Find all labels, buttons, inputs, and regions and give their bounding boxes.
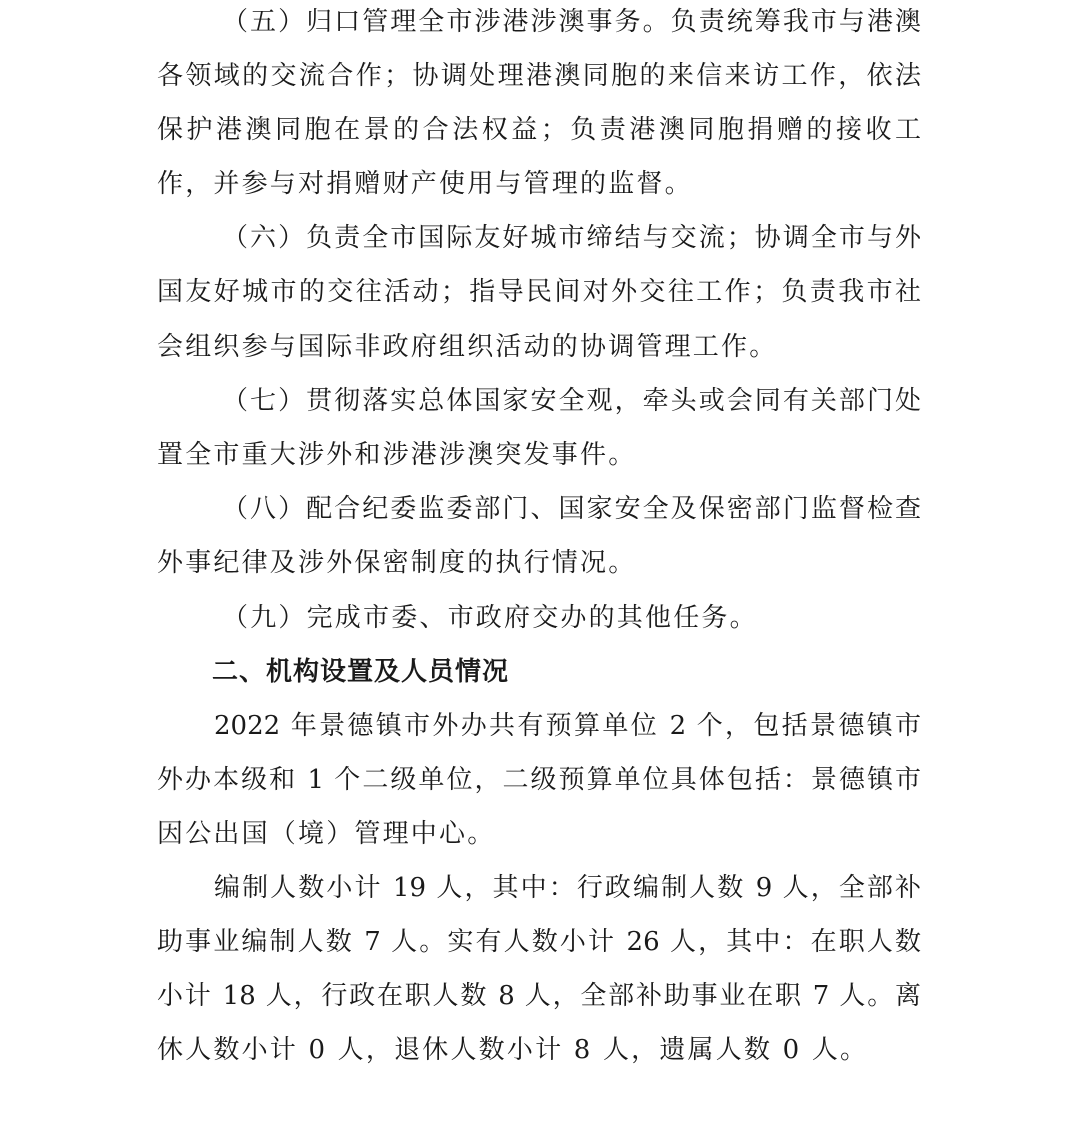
staff-paragraph-line-4: 休人数小计 0 人，退休人数小计 8 人，遗属人数 0 人。 <box>157 1035 869 1065</box>
paragraph-6-line-2: 国友好城市的交往活动；指导民间对外交往工作；负责我市社 <box>157 277 921 307</box>
budget-paragraph-line-2: 外办本级和 1 个二级单位，二级预算单位具体包括：景德镇市 <box>157 765 921 795</box>
budget-paragraph-line-3: 因公出国（境）管理中心。 <box>157 819 496 849</box>
staff-paragraph-line-1: 编制人数小计 19 人，其中：行政编制人数 9 人，全部补 <box>214 873 921 903</box>
paragraph-9-line-1: （九）完成市委、市政府交办的其他任务。 <box>222 603 758 633</box>
staff-paragraph-line-2: 助事业编制人数 7 人。实有人数小计 26 人，其中：在职人数 <box>157 927 921 957</box>
paragraph-7-line-1: （七）贯彻落实总体国家安全观，牵头或会同有关部门处 <box>222 386 921 416</box>
paragraph-5-line-4: 作，并参与对捐赠财产使用与管理的监督。 <box>157 169 693 199</box>
staff-paragraph-line-3: 小计 18 人，行政在职人数 8 人，全部补助事业在职 7 人。离 <box>157 981 921 1011</box>
budget-paragraph-line-1: 2022 年景德镇市外办共有预算单位 2 个，包括景德镇市 <box>214 711 921 741</box>
paragraph-5-line-3: 保护港澳同胞在景的合法权益；负责港澳同胞捐赠的接收工 <box>157 115 921 145</box>
paragraph-8-line-2: 外事纪律及涉外保密制度的执行情况。 <box>157 548 637 578</box>
paragraph-7-line-2: 置全市重大涉外和涉港涉澳突发事件。 <box>157 440 637 470</box>
section-heading: 二、机构设置及人员情况 <box>212 657 510 687</box>
paragraph-6-line-3: 会组织参与国际非政府组织活动的协调管理工作。 <box>157 332 778 362</box>
paragraph-5-line-2: 各领域的交流合作；协调处理港澳同胞的来信来访工作，依法 <box>157 61 921 91</box>
paragraph-5-line-1: （五）归口管理全市涉港涉澳事务。负责统筹我市与港澳 <box>222 7 921 37</box>
paragraph-6-line-1: （六）负责全市国际友好城市缔结与交流；协调全市与外 <box>222 223 921 253</box>
paragraph-8-line-1: （八）配合纪委监委部门、国家安全及保密部门监督检查 <box>222 494 921 524</box>
